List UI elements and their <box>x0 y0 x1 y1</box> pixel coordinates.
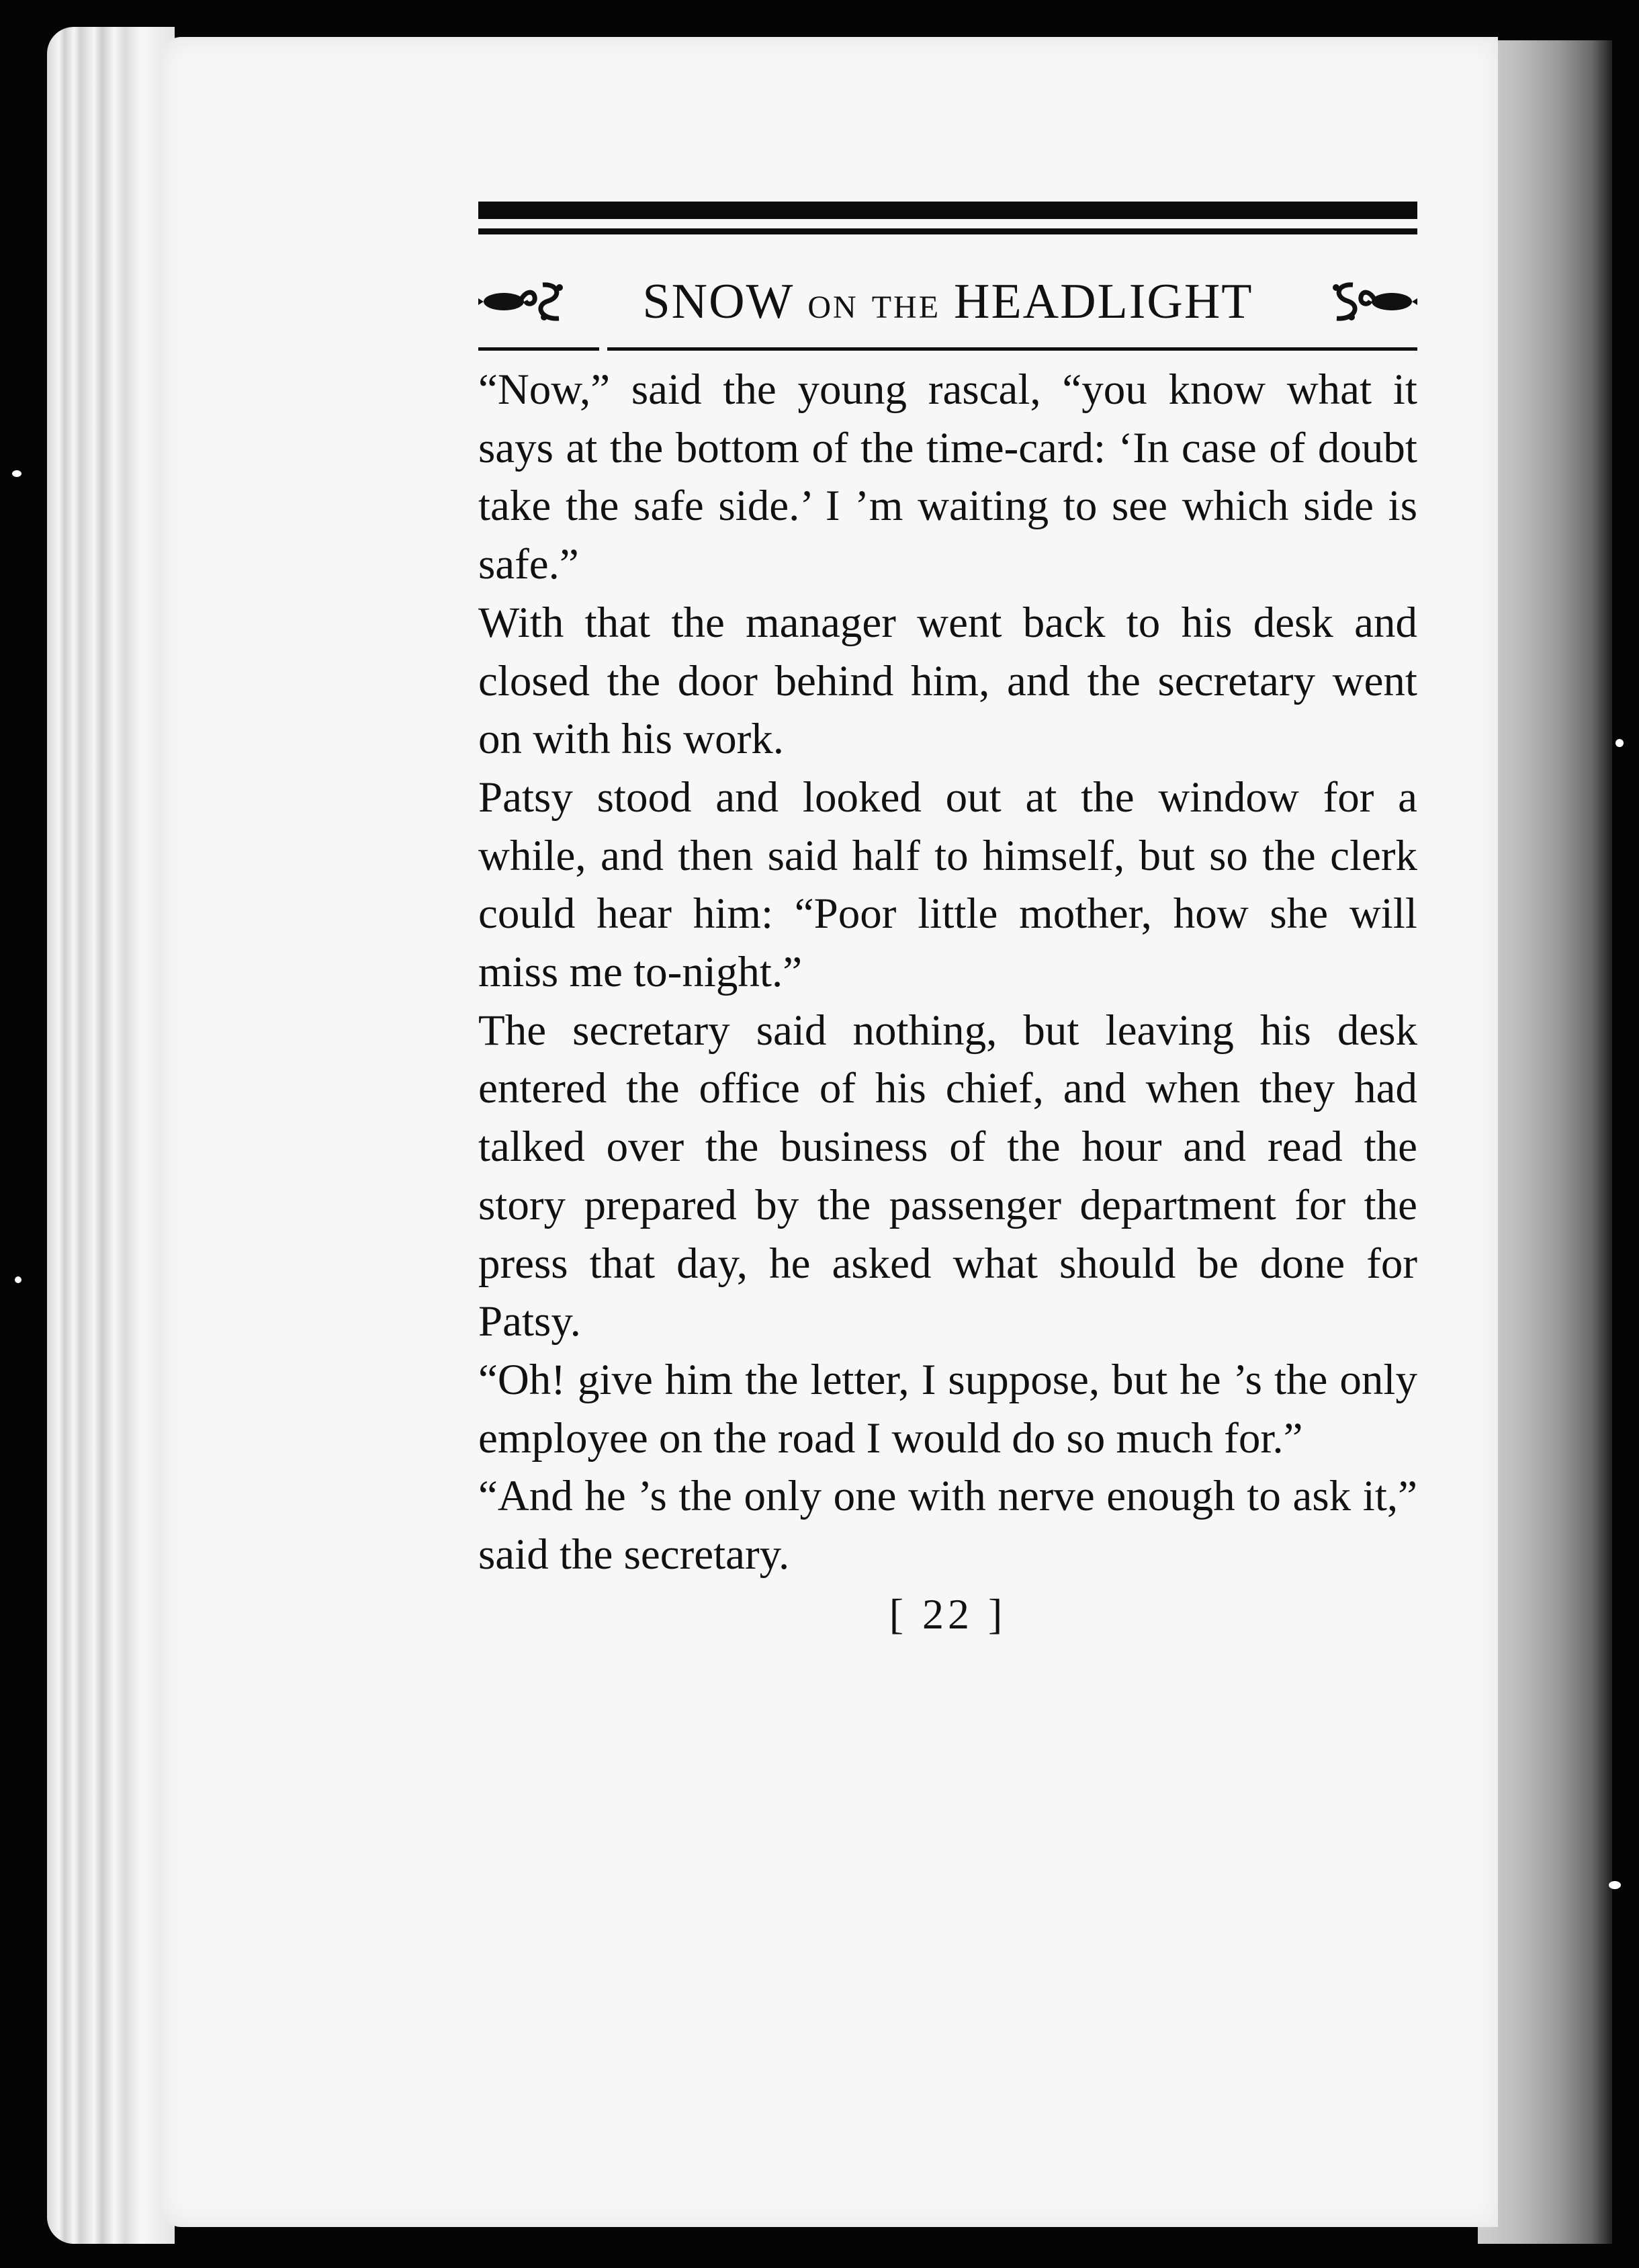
running-title-word: THE <box>871 289 941 325</box>
page-number: [ 22 ] <box>889 1589 1007 1638</box>
running-title-word: HEADLIGHT <box>954 273 1253 329</box>
paragraph: “And he ’s the only one with nerve enough to ask it,” said the secretary. <box>478 1472 1417 1579</box>
scan-speck <box>1609 1881 1621 1889</box>
top-rule-thin <box>478 228 1417 234</box>
running-title <box>572 273 1323 331</box>
paragraph: Patsy stood and looked out at the window for a while, and then said half to himself, but so the clerk could hear him: “Poor little mother, how she will miss me to-night.” <box>478 773 1417 997</box>
binding-shadow <box>1478 40 1612 2244</box>
paragraph: “Now,” said the young rascal, “you know what it says at the bottom of the time-card: ‘In case of doubt take the safe side.’ I ’m waiting to see which side is safe.” <box>478 365 1417 589</box>
fleuron-right-icon <box>1323 278 1417 325</box>
scan-speck <box>12 470 21 477</box>
top-rule-thick <box>478 202 1417 219</box>
scan-speck <box>15 1276 21 1283</box>
body-text <box>478 361 1417 1584</box>
page-content <box>478 202 1424 1639</box>
page-stack-edges <box>47 27 175 2244</box>
paragraph: The secretary said nothing, but leaving his desk entered the office of his chief, and when they had talked over the business of the hour and read the story prepared by the passenger department for the press that day, he asked what should be done for Patsy. <box>478 1006 1417 1346</box>
running-head <box>478 261 1417 342</box>
running-title-word: SNOW <box>642 273 795 329</box>
paragraph: “Oh! give him the letter, I suppose, but he ’s the only employee on the road I would do so much for.” <box>478 1355 1417 1463</box>
fleuron-left-icon <box>478 278 572 325</box>
scan-speck <box>1615 739 1624 747</box>
running-title-word: ON <box>807 289 858 325</box>
head-rule <box>478 347 1417 353</box>
paragraph: With that the manager went back to his desk and closed the door behind him, and the secretary went on with his work. <box>478 598 1417 764</box>
